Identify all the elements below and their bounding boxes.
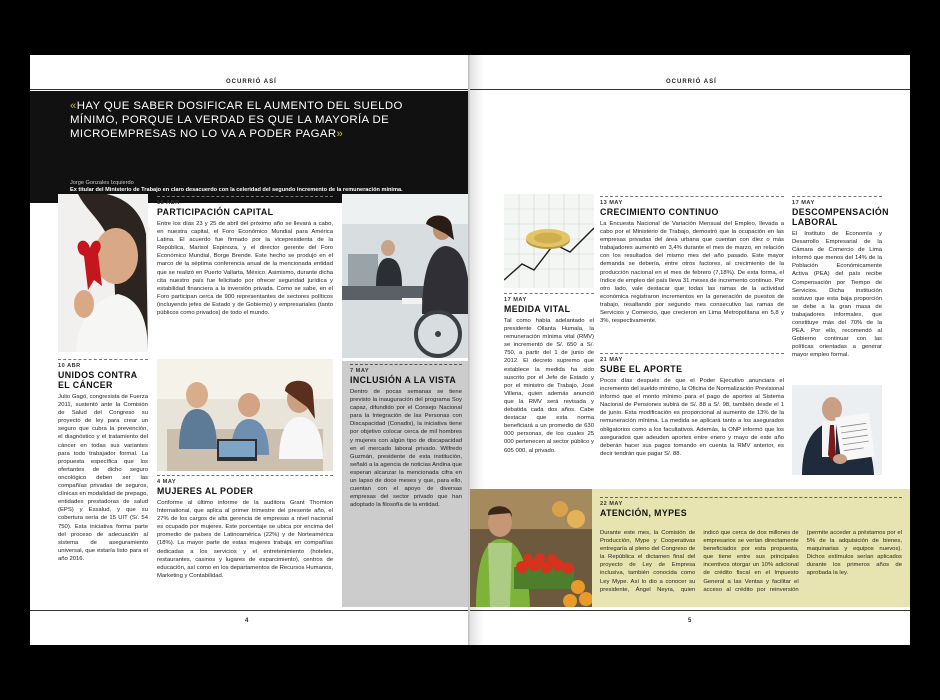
footer-rule (470, 610, 910, 611)
quote-box (30, 91, 470, 203)
section-label: OCURRIÓ ASÍ (226, 79, 277, 85)
footer-rule (30, 610, 470, 611)
article-title: UNIDOS CONTRA EL CÁNCER (58, 370, 138, 390)
article-aporte (600, 353, 784, 458)
meeting-photo (342, 194, 470, 358)
article-body: Entre los días 23 y 25 de abril del próximo año se llevará a cabo, en nuestra capital, el Foro Económico Mundial para América Latina. El acuerdo fue firmado por la vicepresidenta de la República, Marisol Espinoza, y el director gerente del Foro Económico Mundial, Borge Brende. Este hecho se produjo en el marco de la séptima conferencia anual de la mencionada entidad que se realizó en Puerto Vallarta, México. Asimismo, durante dicha cita nuestro país fue felicitado por ofrecer seguridad jurídica y estabilidad financiera a la inversión privada. Como se sabe, en el Foro participan cerca de 900 representantes de sectores políticos (incluyendo jefes de Estado y de Gobierno) y empresariales (tanto públicos como privados) de todo el mundo. (157, 221, 333, 317)
article-body: Julio Gagó, congresista de Fuerza 2011, sustentó ante la Comisión de Salud del Congreso su proyecto de ley para crear un seguro que cubra la prevención, el diagnóstico y el tratamiento del cáncer en todas sus variantes para todo trabajador formal. La propuesta específica que los ofertantes de dicho seguro oncológico deben ser las compañías privadas de seguros, clínicas en modalidad de prepago, entidades prestadoras de salud (EPS) y Essalud, y que su cobertura sería de 15 UIT (S/. 54 750). Esta iniciativa forma parte del proceso de adecuación al sistema de aseguramiento universal, que estaría listo para el año 2016. (58, 394, 148, 562)
article-mujeres (157, 475, 333, 580)
article-title: ATENCIÓN, MYPES (600, 508, 687, 518)
quote-description: Ex titular del Ministerio de Trabajo en claro desacuerdo con la celeridad del segundo incremento de la remuneración mínima. (70, 187, 403, 193)
article-title: SUBE EL APORTE (600, 364, 683, 374)
article-title: INCLUSIÓN A LA VISTA (350, 375, 457, 385)
section-label: OCURRIÓ ASÍ (666, 79, 717, 85)
header-rule (470, 89, 910, 90)
article-title: PARTICIPACIÓN CAPITAL (157, 207, 274, 217)
article-title: DESCOMPENSACIÓN LABORAL (792, 207, 889, 227)
article-descompensacion (792, 196, 889, 360)
article-body: Pocos días después de que el Poder Ejecutivo anunciara el incremento del sueldo mínimo, la Oficina de Normalización Previsional informó que el monto mínimo para el pago de aportes al Sistema Nacional de Pensiones subirá de S/. 88 a S/. 98, también desde el 1 de junio. Esta modificación es proporcional al aumento de 13% de la remuneración mínima. La medida se aplicará tanto a los asegurados obligatorios como a los facultativos. Además, la ONP informó que los asegurados que adeuden aportes entre enero y mayo de este año deberán hacer sus pagos tomando en cuenta la RMV anterior, es decir tendrán que pagar S/. 88. (600, 378, 785, 457)
ribbon-woman-photo (58, 194, 148, 352)
page-number: 5 (688, 618, 692, 624)
article-capital (157, 196, 333, 317)
article-date: 10 ABR (58, 359, 148, 369)
article-date: 13 MAY (600, 196, 784, 206)
article-date: 17 MAY (792, 196, 882, 206)
right-page (470, 55, 910, 645)
article-mypes (600, 497, 902, 521)
header-rule (30, 89, 470, 90)
quote-text: «HAY QUE SABER DOSIFICAR EL AUMENTO DEL SUELDO MÍNIMO, PORQUE LA VERDAD ES QUE LA MAYORÍA DE MICROEMPRESAS NO LO VA A PODER PAGAR» (70, 100, 403, 140)
page-number: 4 (245, 618, 249, 624)
article-title: MUJERES AL PODER (157, 486, 254, 496)
article-title: CRECIMIENTO CONTINUO (600, 207, 719, 217)
article-date: 4 MAY (157, 475, 333, 485)
article-date: 7 MAY (350, 364, 462, 374)
article-date: 21 MAY (600, 353, 784, 363)
article-date: 17 MAY (504, 293, 594, 303)
article-date: 22 MAY (600, 497, 902, 507)
left-page (30, 55, 470, 645)
newspaper-reader-photo (792, 385, 882, 475)
mypes-box (592, 489, 910, 607)
article-crecimiento (600, 196, 784, 325)
coin-chart-photo (504, 194, 594, 288)
article-body: Conforme al último informe de la auditora Grant Thornton International, que aplica al primer trimestre del presente año, el 27% de los cargos de alta gerencia de empresas a nivel nacional es ocupado por mujeres. Este porcentaje se ubica por encima del promedio de países de Latinoamérica (22%) y de Norteamérica (18%). La mayor parte de estas mujeres trabaja en compañías dedicadas a los servicios y el entretenimiento (hoteles, restaurantes, casinos y lugares de esparcimiento), centros de educación, así como en los departamentos de Recursos Humanos, Marketing y Contabilidad. (157, 500, 333, 579)
article-cancer (58, 359, 148, 563)
article-body: El Instituto de Economía y Desarrollo Empresarial de la Cámara de Comercio de Lima informó que menos del 14% de la Población Económicamente Activa (PEA) del país recibe Compensación por Tiempo de Servicios. Dicha institución sostuvo que esta baja proporción se debe a la gran masa de trabajadores informales, que constituye más del 70% de la PEA. Por ello, recomendó al Gobierno continuar con las políticas orientadas a generar mayor empleo formal. (792, 231, 882, 359)
article-body: Dentro de pocas semanas se tiene previsto la inauguración del programa Soy capaz, difundido por el Consejo Nacional para la Integración de las Personas con Discapacidad (Conadis), la iniciativa tiene por objetivo colocar cerca de mil hombres y mujeres con algún tipo de discapacidad en el mercado laboral privado. Wilfredo Guzmán, presidente de esta institución, señaló a la agencia de noticias Andina que esperan alcanzar la mencionada cifra en un lapso de doce meses y que, para ello, cuentan con el apoyo de diversas empresas del sector privado que han adoptado la filosofía de la entidad. (350, 389, 462, 509)
office-team-photo (157, 359, 333, 471)
article-body: Tal como había adelantado el presidente Ollanta Humala, la remuneración mínima vital (RMV) se incrementó de S/. 650 a S/. 750, a partir del 1 de junio de 2012. El decreto supremo que establece la medida ha sido suscrito por el Jefe de Estado y por el ministro de Trabajo, José Villena, quien además anunció que la RMV será revisada y debatida cada dos años. Cabe destacar que esta norma beneficiará a un promedio de 630 000 personas, de los cuales 25 000 pertenecen al sector público y 605 000, al privado. (504, 318, 594, 454)
vendor-tomatoes-photo (470, 489, 592, 607)
article-body: Durante este mes, la Comisión de Producción, Mype y Cooperativas entregaría al pleno del Congreso de la República el dictamen final del proyecto de Ley de Empresa inclusiva, también conocida como Ley Mype. Así lo dio a conocer su presidente, Ángel Neyra, quien indicó que cerca de dos millones de empresarios se verían directamente beneficiados por esta propuesta, que tiene entre sus principales incentivos otorgar un 10% adicional de crédito fiscal en el Impuesto General a las Ventas y facilitar el acceso al crédito por reinversión (permite acceder a préstamos por el 5% de la adquisición de bienes, maquinarias y equipos nuevos). Dichos estímulos serían aplicados durante los primeros años de aprobada la ley. (600, 530, 902, 593)
article-medida (504, 293, 594, 455)
inclusion-box (342, 361, 470, 607)
article-body: La Encuesta Nacional de Variación Mensual del Empleo, llevada a cabo por el Ministerio de Trabajo, demostró que la ocupación en las empresas privadas del área urbana que cuentan con diez o más trabajadores aumentó en 3,4% durante el mes de marzo, en relación con los resultados del mismo mes del año pasado. Este mayor demanda se debería, entre otros factores, al crecimiento de la producción nacional en el mes de febrero (7,18%). De esta forma, el índice de empleo del país lleva 31 meses de incremento continuo. Por otro lado, vale destacar que todas las ramas de la actividad económica registraron incrementos en la generación de puestos de trabajo, resaltando por segundo mes consecutivo las ramas de Servicios y Comercio, que crecieron en Lima Metropolitana en 5,8 y 3%, respectivamente. (600, 221, 784, 325)
quote-author: Jorge Gonzales Izquierdo (70, 180, 134, 186)
article-date: 18 ABR (157, 196, 333, 206)
article-inclusion (350, 364, 462, 509)
article-title: MEDIDA VITAL (504, 304, 571, 314)
